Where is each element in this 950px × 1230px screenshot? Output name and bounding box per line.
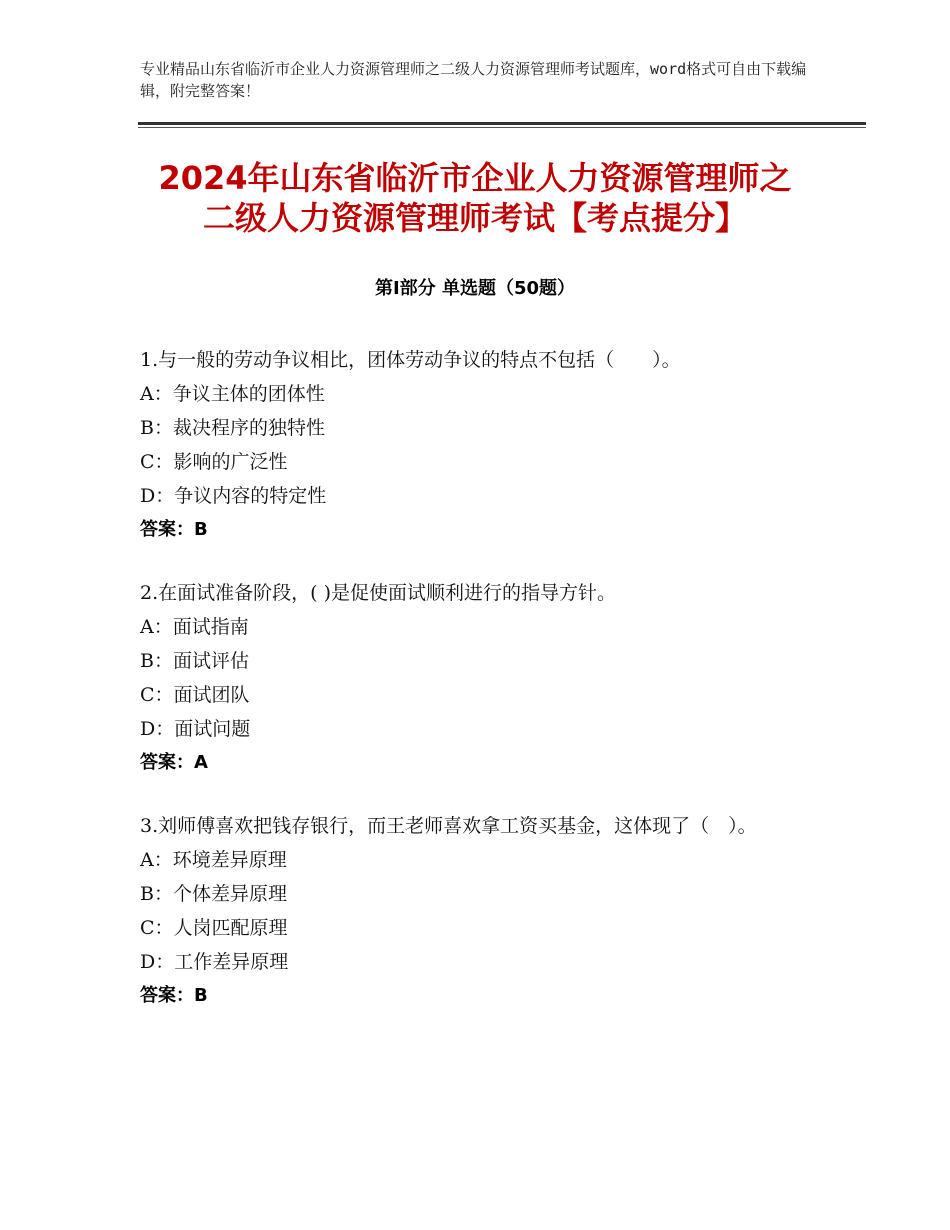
option-d: D：工作差异原理 <box>140 951 289 973</box>
answer: 答案：B <box>140 985 208 1006</box>
title-line-2: 二级人力资源管理师考试【考点提分】 <box>202 199 747 237</box>
question-item <box>140 343 820 547</box>
option-b: B：面试评估 <box>140 650 249 672</box>
option-a: A：争议主体的团体性 <box>140 383 325 405</box>
question-text: 1.与一般的劳动争议相比，团体劳动争议的特点不包括（ ）。 <box>140 349 681 371</box>
question-list <box>140 343 820 1042</box>
header-divider-thick <box>138 122 866 125</box>
document-title <box>80 158 870 238</box>
answer: 答案：A <box>140 752 208 773</box>
question-item <box>140 809 820 1013</box>
title-line-1: 2024年山东省临沂市企业人力资源管理师之 <box>158 159 792 197</box>
option-c: C：人岗匹配原理 <box>140 917 288 939</box>
question-text: 2.在面试准备阶段，( )是促使面试顺利进行的指导方针。 <box>140 582 616 604</box>
header-divider-thin <box>138 127 866 128</box>
section-title: 第Ⅰ部分 单选题（50题） <box>374 278 575 299</box>
option-a: A：面试指南 <box>140 616 249 638</box>
option-c: C：影响的广泛性 <box>140 451 288 473</box>
option-b: B：个体差异原理 <box>140 883 287 905</box>
option-c: C：面试团队 <box>140 684 250 706</box>
option-a: A：环境差异原理 <box>140 849 287 871</box>
option-d: D：面试问题 <box>140 718 251 740</box>
option-d: D：争议内容的特定性 <box>140 485 327 507</box>
header-note: 专业精品山东省临沂市企业人力资源管理师之二级人力资源管理师考试题库，word格式可自由下载编辑，附完整答案！ <box>140 60 807 100</box>
option-b: B：裁决程序的独特性 <box>140 417 325 439</box>
question-item <box>140 576 820 780</box>
answer: 答案：B <box>140 519 208 540</box>
question-text: 3.刘师傅喜欢把钱存银行，而王老师喜欢拿工资买基金，这体现了（ ）。 <box>140 815 757 837</box>
